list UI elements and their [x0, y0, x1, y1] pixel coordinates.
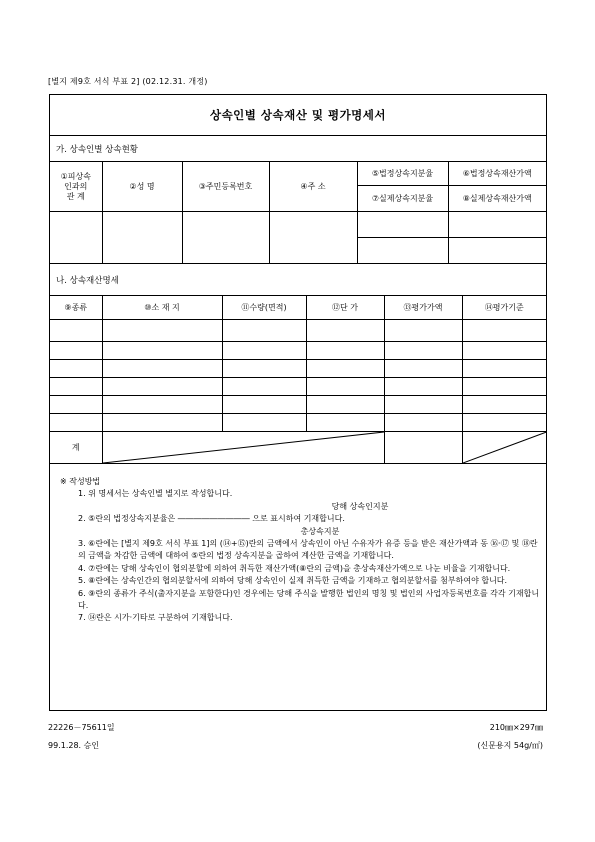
paper-type: (신문용지 54g/㎡) [477, 741, 543, 750]
relation-header: ①피상속 인과의 관 계 [50, 162, 102, 212]
table-row [50, 342, 546, 360]
total-label: 계 [50, 432, 102, 464]
table-row [50, 396, 546, 414]
note-6: 6. ⑨란의 종류가 주식(출자지분을 포함한다)인 경우에는 당해 주식을 발행한 법인의 명칭 및 법인의 사업자등록번호를 각각 기재합니다. [78, 588, 540, 610]
address-cell[interactable] [269, 212, 357, 264]
note-5: 5. ⑧란에는 상속인간의 협의분할서에 의하여 당해 상속인이 실제 취득한 금액을 기재하고 협의분할서를 첨부하여야 합니다. [78, 576, 508, 586]
instructions-heading: ※ 작성방법 [60, 477, 101, 486]
name-cell[interactable] [102, 212, 182, 264]
actual-share-rate-header: ⑦실제상속지분율 [357, 186, 448, 212]
asset-detail-table [50, 295, 546, 464]
paper-size: 210㎜×297㎜ [489, 723, 543, 732]
table-row [50, 360, 546, 378]
type-header: ⑨종류 [50, 296, 102, 320]
diagonal-line [103, 432, 384, 463]
legal-share-value-cell[interactable] [448, 212, 546, 238]
form-code: 22226－75611일 [48, 723, 115, 732]
note-1: 1. 위 명세서는 상속인별 별지로 작성합니다. [78, 489, 233, 499]
appraisal-basis-header: ⑭평가기준 [462, 296, 546, 320]
actual-share-value-header: ⑧실제상속재산가액 [448, 186, 546, 212]
form-header: [별지 제9호 서식 부표 2] (02.12.31. 개정) [48, 77, 208, 86]
table-row [50, 320, 546, 342]
table-row [50, 378, 546, 396]
legal-share-rate-header: ⑤법정상속지분율 [357, 162, 448, 186]
diagonal-line [463, 432, 547, 463]
legal-share-rate-cell[interactable] [357, 212, 448, 238]
fraction-denominator: 총상속지분 [300, 526, 340, 536]
note-4: 4. ⑦란에는 당해 상속인이 협의분할에 의하여 취득한 재산가액(⑧란의 금액)을 총상속재산가액으로 나눈 비율을 기재합니다. [78, 563, 511, 573]
table-row [50, 414, 546, 432]
note-2: 2. ⑤란의 법정상속지분율은 ――――――――― 으로 표시하여 기재합니다. [78, 514, 345, 524]
relation-cell[interactable] [50, 212, 102, 264]
unit-price-header: ⑫단 가 [306, 296, 384, 320]
legal-share-value-header: ⑥법정상속재산가액 [448, 162, 546, 186]
resident-number-cell[interactable] [182, 212, 269, 264]
appraised-value-header: ⑬평가가액 [384, 296, 462, 320]
fraction-numerator: 당해 상속인지분 [331, 501, 389, 511]
approval-date: 99.1.28. 승인 [48, 741, 100, 750]
resident-number-header: ③주민등록번호 [182, 162, 269, 212]
name-header: ②성 명 [102, 162, 182, 212]
section-a-label: 가. 상속인별 상속현황 [56, 145, 139, 155]
location-header: ⑩소 재 지 [102, 296, 222, 320]
address-header: ④주 소 [269, 162, 357, 212]
total-basis-diagonal-cell [462, 432, 546, 464]
note-3: 3. ⑥란에는 [별지 제9호 서식 부표 1]의 (⑭+⑮)란의 금액에서 상속인이 아닌 수유자가 유증 등을 받은 재산가액과 동 ⑯·⑰ 및 ⑱란의 금액을 차감한 금액에 대하여 ⑤란의 법정 상속지분을 곱하여 계산한 금액을 기재합니다. [78, 538, 538, 561]
form-frame [49, 94, 547, 711]
section-b-label: 나. 상속재산명세 [56, 276, 119, 286]
divider [50, 263, 546, 264]
total-diagonal-cell [102, 432, 384, 464]
total-value-cell[interactable] [384, 432, 462, 464]
note-7: 7. ⑭란은 시가·기타로 구분하여 기재합니다. [78, 613, 233, 623]
form-title: 상속인별 상속재산 및 평가명세서 [209, 108, 387, 122]
instructions [60, 476, 540, 625]
actual-share-rate-cell[interactable] [357, 238, 448, 264]
inheritance-status-table [50, 161, 546, 264]
actual-share-value-cell[interactable] [448, 238, 546, 264]
quantity-header: ⑪수량(면적) [222, 296, 306, 320]
divider [50, 135, 546, 136]
total-row [50, 432, 546, 464]
